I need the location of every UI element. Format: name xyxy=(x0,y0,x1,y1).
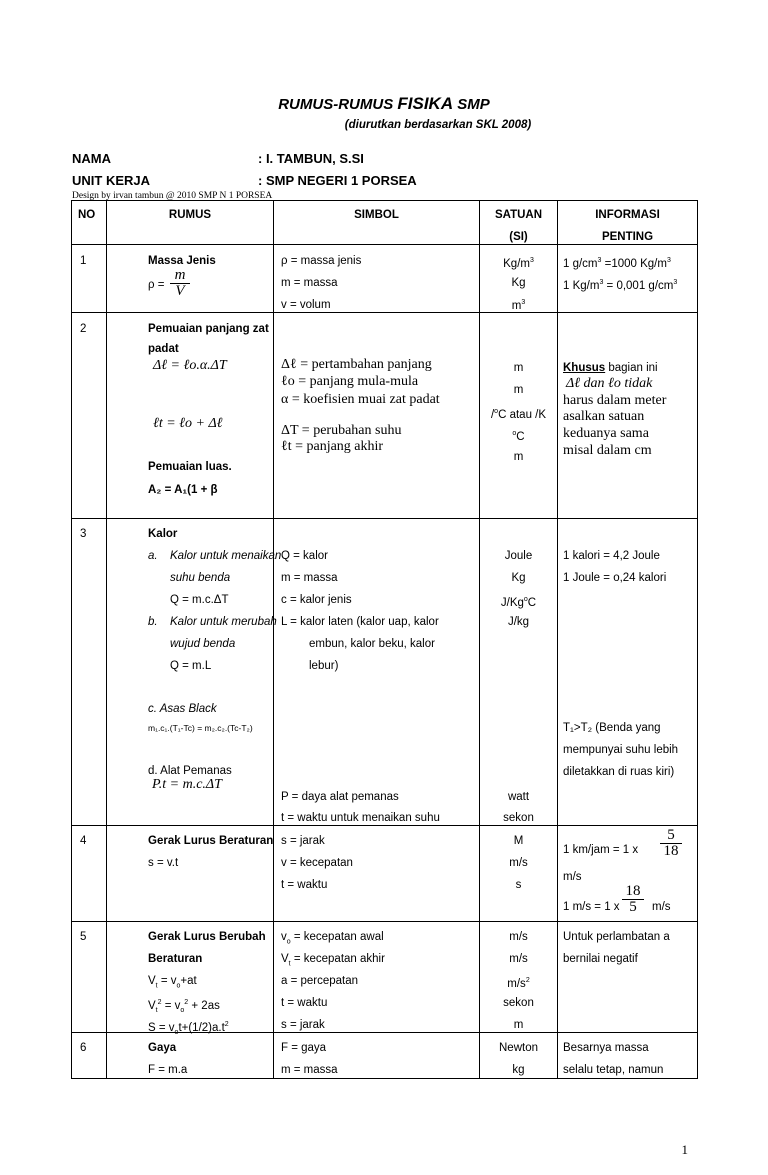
unit-value: : SMP NEGERI 1 PORSEA xyxy=(258,173,417,188)
row6-info-1: Besarnya massa xyxy=(563,1042,649,1054)
row3-simbol-6: lebur) xyxy=(309,660,339,672)
row3-simbol-5: embun, kalor beku, kalor xyxy=(309,638,435,650)
row5-f2f: 2 xyxy=(184,999,189,1006)
row1-satuan-2: Kg xyxy=(511,277,526,289)
row5-f1d: o xyxy=(176,982,181,990)
row5-f2g: + 2as xyxy=(188,999,220,1012)
row6-satuan-1: Newton xyxy=(499,1042,538,1054)
row4-info-3: 1 m/s = 1 x xyxy=(563,901,620,913)
row3-info-cell xyxy=(558,519,698,826)
row3-simbol-8: t = waktu untuk menaikan suhu xyxy=(281,812,440,824)
row3-satuan-3 xyxy=(480,593,557,610)
row5-f2a: V xyxy=(148,999,156,1012)
row5-formula-2 xyxy=(148,996,220,1018)
row6-satuan-2: kg xyxy=(512,1064,525,1076)
row1-satuan-1-text: Kg/m xyxy=(503,257,530,270)
row2-info-1 xyxy=(563,361,658,375)
row5-simbol-1 xyxy=(281,930,384,949)
row3-c-formula: m₁.c₁.(T₁-Tc) = m₂.c₂.(Tc-T₂) xyxy=(148,723,253,733)
row2-simbol-1: Δℓ = pertambahan panjang xyxy=(281,357,432,372)
title-prefix: RUMUS-RUMUS xyxy=(278,96,398,113)
row2-info-6: misal dalam cm xyxy=(563,443,652,458)
row5-satuan-1: m/s xyxy=(509,931,528,943)
row3-b-formula: Q = m.L xyxy=(170,660,212,672)
row5-title: Gerak Lurus Berubah xyxy=(148,931,266,943)
row4-frac2-den: 5 xyxy=(629,899,637,915)
row5-no-cell xyxy=(72,922,107,1033)
row4-formula: s = v.t xyxy=(148,857,179,869)
row1-simbol-1: ρ = massa jenis xyxy=(281,255,362,267)
design-credit: Design by irvan tambun @ 2010 SMP N 1 PORSEA xyxy=(72,191,273,201)
row3-d-formula: P.t = m.c.ΔT xyxy=(152,777,222,792)
header-satuan-cell xyxy=(480,201,558,245)
row3-satuan-6: sekon xyxy=(503,812,534,824)
row4-frac1-den: 18 xyxy=(663,843,679,859)
row2-simbol-4: ΔT = perubahan suhu xyxy=(281,423,402,438)
row3-c-label: c. Asas Black xyxy=(148,703,217,715)
table-row xyxy=(72,922,698,1033)
row2-simbol-5: ℓt = panjang akhir xyxy=(281,439,384,454)
row2-satuan-4a: o xyxy=(512,430,517,437)
row1-info-1d: 3 xyxy=(666,257,671,264)
row1-frac-den: V xyxy=(175,283,185,299)
row5-f1c: = v xyxy=(157,975,177,987)
row3-d-label: d. Alat Pemanas xyxy=(148,765,232,777)
row5-simbol-5: s = jarak xyxy=(281,1019,325,1031)
table-header-row xyxy=(72,201,698,245)
row4-satuan-3: s xyxy=(515,879,522,891)
row2-area-formula: A₂ = A₁(1 + β xyxy=(148,484,218,496)
row6-formula: F = m.a xyxy=(148,1064,188,1076)
row5-f3b: o xyxy=(174,1029,179,1037)
row4-simbol-2: v = kecepatan xyxy=(281,857,353,869)
row6-title: Gaya xyxy=(148,1042,177,1054)
row3-simbol-3: c = kalor jenis xyxy=(281,594,352,606)
row3-simbol-cell xyxy=(274,519,480,826)
row3-satuan-5: watt xyxy=(507,791,530,803)
header-no: NO xyxy=(78,209,96,221)
row1-info-cell xyxy=(558,245,698,313)
row1-satuan-1-sup: 3 xyxy=(529,257,534,264)
row6-info-cell xyxy=(558,1033,698,1079)
row2-title: Pemuaian panjang zat xyxy=(148,323,269,335)
row2-satuan-4 xyxy=(480,427,557,444)
row3-b-text: Kalor untuk merubah xyxy=(170,616,277,628)
row5-info-2: bernilai negatif xyxy=(563,953,638,965)
row1-satuan-cell xyxy=(480,245,558,313)
row1-rho-eq: ρ = xyxy=(148,279,165,291)
row2-rumus-cell xyxy=(107,313,274,519)
row5-formula-1 xyxy=(148,974,197,993)
row2-info-cell xyxy=(558,313,698,519)
row1-info-1a: 1 g/cm xyxy=(563,257,598,270)
formula-table xyxy=(71,200,698,1079)
row5-satuan-3b: 2 xyxy=(525,977,530,984)
row3-simbol-4: L = kalor laten (kalor uap, kalor xyxy=(281,616,439,628)
row6-rumus-cell xyxy=(107,1033,274,1079)
row5-simbol-4: t = waktu xyxy=(281,997,328,1009)
row3-simbol-7: P = daya alat pemanas xyxy=(281,791,399,803)
row2-info-1b: bagian ini xyxy=(605,362,658,374)
row6-simbol-1: F = gaya xyxy=(281,1042,327,1054)
row5-satuan-5: m xyxy=(513,1019,524,1031)
row3-a-label: a. xyxy=(148,550,158,562)
row5-satuan-4: sekon xyxy=(503,997,534,1009)
header-simbol: SIMBOL xyxy=(354,209,399,221)
row1-no: 1 xyxy=(80,255,87,267)
row5-satuan-3a: m/s xyxy=(507,977,526,990)
row4-info-4: m/s xyxy=(652,901,671,913)
row2-satuan-cell xyxy=(480,313,558,519)
row3-simbol-1: Q = kalor xyxy=(281,550,328,562)
row4-fraction-2 xyxy=(622,884,644,915)
row1-satuan-3-sup: 3 xyxy=(521,299,526,306)
row4-title: Gerak Lurus Beraturan xyxy=(148,835,274,847)
row6-simbol-2: m = massa xyxy=(281,1064,338,1076)
row5-info-1: Untuk perlambatan a xyxy=(563,931,670,943)
row4-simbol-1: s = jarak xyxy=(281,835,325,847)
row4-satuan-2: m/s xyxy=(509,857,528,869)
row1-info-2b: 3 xyxy=(599,279,604,286)
row6-satuan-cell xyxy=(480,1033,558,1079)
row4-simbol-cell xyxy=(274,826,480,922)
row2-no: 2 xyxy=(80,323,87,335)
row4-satuan-cell xyxy=(480,826,558,922)
row5-simbol-cell xyxy=(274,922,480,1033)
row6-no-cell xyxy=(72,1033,107,1079)
row5-f3c: t+(1/2)a.t xyxy=(178,1021,225,1034)
title-suffix: SMP xyxy=(453,96,490,113)
row4-no-cell xyxy=(72,826,107,922)
row3-no: 3 xyxy=(80,528,87,540)
table-row xyxy=(72,1033,698,1079)
row1-satuan-1 xyxy=(480,254,557,271)
row3-a-text: Kalor untuk menaikan xyxy=(170,550,282,562)
row4-rumus-cell xyxy=(107,826,274,922)
row2-satuan-3 xyxy=(480,405,557,422)
row1-simbol-2: m = massa xyxy=(281,277,338,289)
row5-no: 5 xyxy=(80,931,87,943)
page-title xyxy=(0,94,768,114)
header-info-penting: PENTING xyxy=(601,231,654,243)
row2-info-3: harus dalam meter xyxy=(563,393,667,408)
row3-satuan-2: Kg xyxy=(511,572,526,584)
row2-satuan-3b: o xyxy=(494,408,499,415)
row5-s2a: V xyxy=(281,953,289,965)
row3-a-formula: Q = m.c.ΔT xyxy=(170,594,229,606)
row3-satuan-4: J/kg xyxy=(507,616,530,628)
row5-f2d: = v xyxy=(161,999,181,1012)
row5-satuan-3 xyxy=(480,974,557,991)
row5-satuan-cell xyxy=(480,922,558,1033)
table-row xyxy=(72,313,698,519)
row4-info-2: m/s xyxy=(563,871,582,883)
row4-frac1-num: 5 xyxy=(667,827,675,843)
header-satuan-si: (SI) xyxy=(509,231,528,243)
row1-rumus-cell xyxy=(107,245,274,313)
header-simbol-cell xyxy=(274,201,480,245)
table-row xyxy=(72,519,698,826)
row3-rumus-cell xyxy=(107,519,282,826)
row5-rumus-cell xyxy=(107,922,274,1037)
header-rumus: RUMUS xyxy=(168,209,212,221)
row6-no: 6 xyxy=(80,1042,87,1054)
row5-simbol-3: a = percepatan xyxy=(281,975,359,987)
row1-info-2c: = 0,001 g/cm xyxy=(603,279,674,292)
row2-area-title: Pemuaian luas. xyxy=(148,461,232,473)
row5-simbol-2 xyxy=(281,952,385,971)
row1-info-1b: 3 xyxy=(597,257,602,264)
row3-info-4: mempunyai suhu lebih xyxy=(563,744,679,756)
table-row xyxy=(72,245,698,313)
row1-info-1c: =1000 Kg/m xyxy=(601,257,667,270)
row5-f2e: o xyxy=(180,1007,185,1015)
row6-simbol-cell xyxy=(274,1033,480,1079)
row1-info-2d: 3 xyxy=(673,279,678,286)
row1-simbol-3: v = volum xyxy=(281,299,331,311)
row3-b-text2: wujud benda xyxy=(170,638,236,650)
nama-label: NAMA xyxy=(72,151,111,166)
row5-f1b: t xyxy=(155,982,158,990)
row5-f3d: 2 xyxy=(224,1021,229,1028)
row5-f2c: 2 xyxy=(157,999,162,1006)
row1-simbol-cell xyxy=(274,245,480,313)
row4-info-cell xyxy=(558,826,698,922)
row2-formula-expansion: Δℓ = ℓo.α.ΔT xyxy=(153,358,227,373)
row2-info-5: keduanya sama xyxy=(563,426,649,441)
row1-satuan-3 xyxy=(480,296,557,313)
header-info: INFORMASI xyxy=(595,209,660,221)
row2-info-4: asalkan satuan xyxy=(563,409,645,424)
row5-f3a: S = v xyxy=(148,1021,175,1034)
row3-title: Kalor xyxy=(148,528,178,540)
row2-satuan-3a: / xyxy=(490,408,495,421)
row5-satuan-2: m/s xyxy=(509,953,528,965)
row3-satuan-3b: o xyxy=(523,596,528,603)
row2-info-2: Δℓ dan ℓo tidak xyxy=(566,376,653,391)
row1-frac-num: m xyxy=(174,267,186,283)
row2-simbol-2: ℓo = panjang mula-mula xyxy=(281,374,419,389)
row2-satuan-4b: C xyxy=(516,430,525,443)
row1-no-cell xyxy=(72,245,107,313)
row3-simbol-2: m = massa xyxy=(281,572,338,584)
row5-s1c: = kecepatan awal xyxy=(290,931,384,943)
header-info-cell xyxy=(558,201,698,245)
row6-info-2: selalu tetap, namun xyxy=(563,1064,664,1076)
row1-info-2 xyxy=(563,276,677,293)
row4-frac2-num: 18 xyxy=(625,883,641,899)
header-rumus-cell xyxy=(107,201,274,245)
row5-s2b: t xyxy=(288,960,291,968)
unit-label: UNIT KERJA xyxy=(72,173,151,188)
row5-f1e: +at xyxy=(180,975,197,987)
row4-simbol-3: t = waktu xyxy=(281,879,328,891)
row1-satuan-3-text: m xyxy=(511,299,522,312)
row3-info-1: 1 kalori = 4,2 Joule xyxy=(563,550,660,562)
row3-no-cell xyxy=(72,519,107,826)
row2-satuan-3c: C atau /K xyxy=(498,408,547,421)
row3-info-2: 1 Joule = o,24 kalori xyxy=(563,572,667,584)
row3-satuan-3c: C xyxy=(527,596,537,609)
row2-info-1a: Khusus xyxy=(563,362,606,374)
row5-title-2: Beraturan xyxy=(148,953,203,965)
header-no-cell xyxy=(72,201,107,245)
row3-info-5: diletakkan di ruas kiri) xyxy=(563,766,675,778)
row3-info-3: T₁>T₂ (Benda yang xyxy=(563,722,661,734)
row4-satuan-1: M xyxy=(513,835,524,847)
row1-info-1 xyxy=(563,254,671,271)
row2-simbol-3: α = koefisien muai zat padat xyxy=(281,392,440,407)
row4-fraction-1 xyxy=(660,828,682,859)
page-number: 1 xyxy=(681,1142,688,1157)
row3-a-text2: suhu benda xyxy=(170,572,231,584)
row1-info-2a: 1 Kg/m xyxy=(563,279,600,292)
title-emphasis: FISIKA xyxy=(397,94,454,113)
row1-title: Massa Jenis xyxy=(148,255,216,267)
row3-satuan-1: Joule xyxy=(504,550,533,562)
row3-satuan-3a: J/Kg xyxy=(500,596,524,609)
nama-value: : I. TAMBUN, S.SI xyxy=(258,151,364,166)
row5-s1a: v xyxy=(281,931,287,943)
row4-info-1: 1 km/jam = 1 x xyxy=(563,844,639,856)
row5-s1b: o xyxy=(286,938,291,946)
row2-satuan-5: m xyxy=(513,451,524,463)
row5-f1a: V xyxy=(148,975,156,987)
row5-s2c: = kecepatan akhir xyxy=(290,953,385,965)
row2-formula-final-length: ℓt = ℓo + Δℓ xyxy=(153,416,223,431)
header-satuan: SATUAN xyxy=(494,209,543,221)
row4-no: 4 xyxy=(80,835,87,847)
row5-info-cell xyxy=(558,922,698,1033)
row2-satuan-2: m xyxy=(513,384,524,396)
row5-f2b: t xyxy=(155,1007,158,1015)
row1-density-fraction xyxy=(170,268,190,299)
row2-simbol-cell xyxy=(274,313,480,519)
row3-b-label: b. xyxy=(148,616,158,628)
row2-title-2: padat xyxy=(148,343,179,355)
row3-satuan-cell xyxy=(480,519,558,826)
page-subtitle: (diurutkan berdasarkan SKL 2008) xyxy=(344,119,532,131)
row2-no-cell xyxy=(72,313,107,519)
table-row xyxy=(72,826,698,922)
row2-satuan-1: m xyxy=(513,362,524,374)
